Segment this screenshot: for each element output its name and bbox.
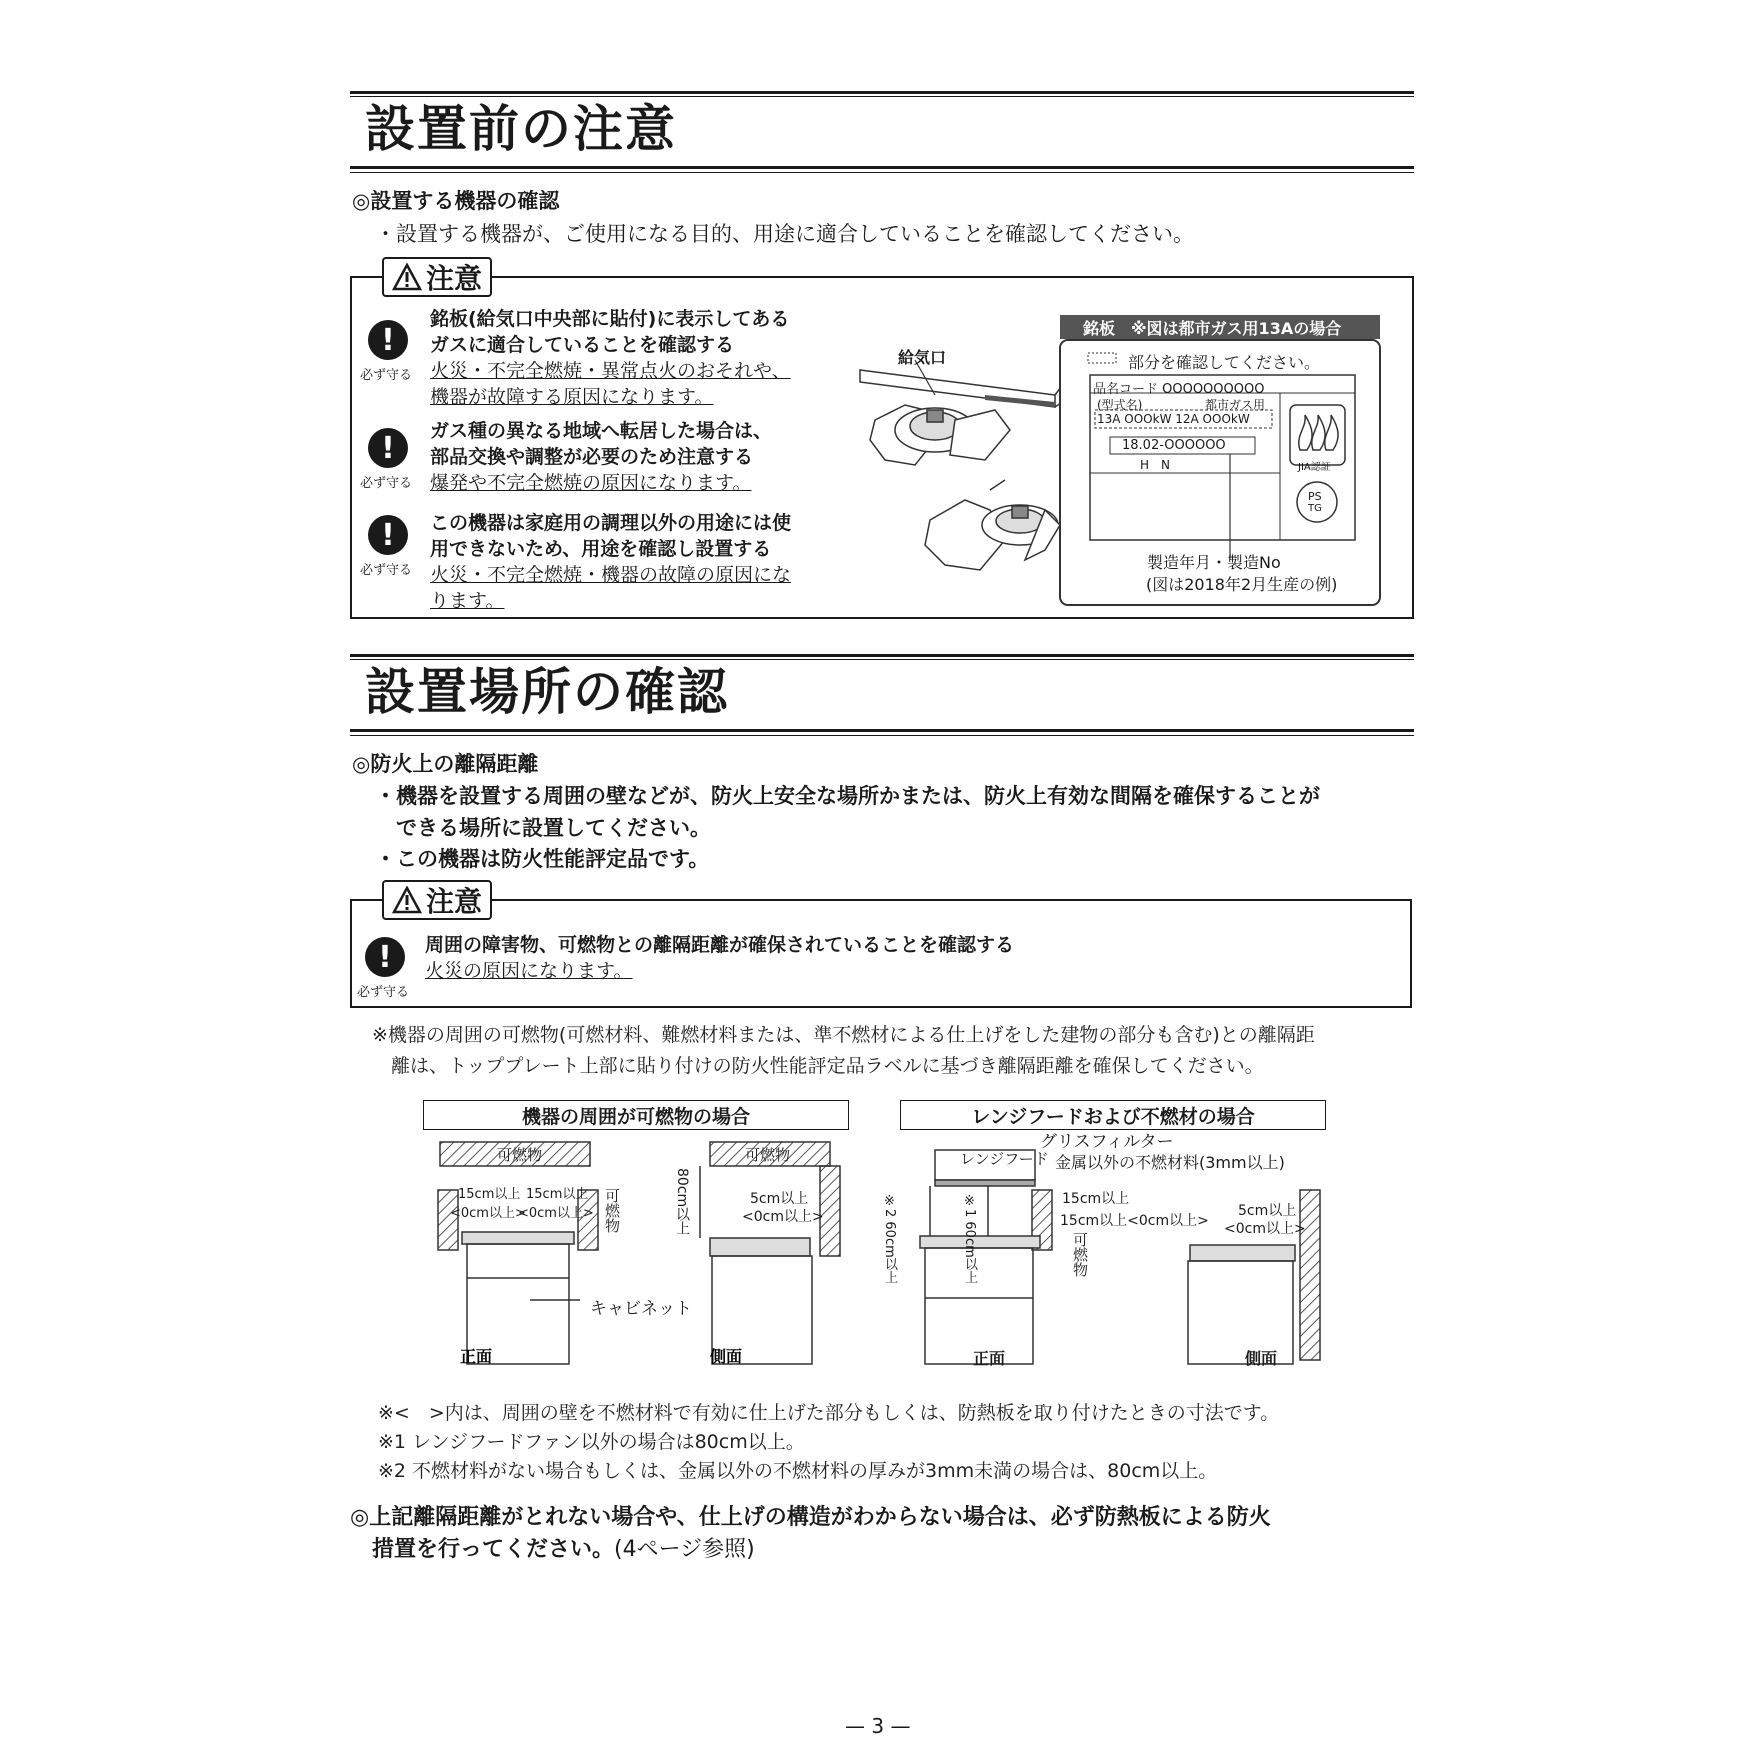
item1-underline-2: 機器が故障する原因になります。 [430,386,714,408]
plate-date-note: (図は2018年2月生産の例) [1146,575,1338,594]
diagram-left-front [438,1142,598,1364]
must-label-1: 必ず守る [360,368,413,383]
label-dim-15c: 15cm以上 [1062,1191,1130,1207]
label-grease-filter: グリスフィルター [1040,1132,1174,1152]
top-rule-thin [350,96,1414,97]
must-label-3: 必ず守る [360,563,413,578]
plate-check-note: 部分を確認してください。 [1128,353,1321,372]
plate-date-label: 製造年月・製造No [1147,553,1281,572]
page-number: — 3 — [845,1714,911,1738]
warning-triangle-icon [392,886,422,914]
caution-item-3 [430,510,791,614]
bullet-fire-2: できる場所に設置してください。 [375,816,711,840]
label-side-left: 側面 [710,1347,743,1366]
label-combustible-2: 可燃物 [745,1146,791,1164]
final-line2-bold: 措置を行ってください。 [372,1537,615,1562]
section2-title: 設置場所の確認 [365,663,729,721]
plate-rating: 13A OOOkW 12A OOOkW [1097,412,1250,426]
label-front-left: 正面 [460,1347,493,1366]
item3-bold-1: この機器は家庭用の調理以外の用途には使 [430,512,792,534]
caution-item-1 [430,306,791,410]
label-dim-15a: 15cm以上 [458,1187,521,1202]
must-label-4: 必ず守る [357,985,410,1000]
bullet-fire-3: ・この機器は防火性能評定品です。 [375,847,710,871]
top-rule [350,91,1414,94]
inlet-label: 給気口 [898,348,947,367]
burner-icon [925,480,1060,570]
subheading-device-check: ◎設置する機器の確認 [352,189,560,213]
caution-tag-1 [382,257,492,297]
diagram-right-title: レンジフードおよび不燃材の場合 [900,1100,1326,1130]
footnote-1: ※< >内は、周囲の壁を不燃材料で有効に仕上げた部分もしくは、防熱板を取り付けたときの寸法です。 [378,1402,1280,1424]
item1-bold-2: ガスに適合していることを確認する [430,334,735,356]
plate-model-label: (型式名) [1097,398,1143,412]
item3-bold-2: 用できないため、用途を確認し設置する [430,538,772,560]
exclamation-icon: ! [368,428,408,468]
ps-label: PS [1308,490,1322,503]
label-dim-60b: ※1 60cm以上 [962,1194,977,1284]
warning-triangle-icon [392,263,422,291]
burner-icon [870,405,1010,465]
diagram-left-side [700,1142,840,1364]
section2-top-rule-thin [350,659,1414,660]
plate-serial: 18.02-OOOOOO [1122,438,1226,453]
exclamation-icon: ! [368,515,408,555]
label-combustible-1: 可燃物 [497,1146,543,1164]
label-dim-0a: <0cm以上> [450,1206,526,1221]
must-icon-4 [357,937,410,1000]
plate-product-code: 品名コード OOOOOOOOOO [1093,382,1265,397]
exclamation-icon: ! [368,320,408,360]
label-dim-5b: 5cm以上 [1238,1203,1297,1219]
exclamation-icon: ! [365,937,405,977]
item3-underline-1: 火災・不完全燃焼・機器の故障の原因にな [430,564,792,586]
label-dim-0c: <0cm以上> [742,1209,824,1225]
must-icon-1 [360,320,413,383]
label-combustible-vertical: 可燃物 [603,1188,621,1233]
tg-label: TG [1308,503,1322,514]
plate-header: 銘板 ※図は都市ガス用13Aの場合 [1083,319,1342,338]
label-dim-0b: <0cm以上> [518,1206,594,1221]
section2-top-rule [350,654,1414,657]
must-icon-2 [360,428,413,491]
label-side-right: 側面 [1245,1349,1278,1368]
bullet-device-check: ・設置する機器が、ご使用になる目的、用途に適合していることを確認してください。 [375,222,1194,246]
title-underline [350,166,1414,169]
item4-bold: 周囲の障害物、可燃物との離隔距離が確保されていることを確認する [425,934,1015,956]
section2-title-underline-thin [350,735,1414,736]
label-hood: レンジフード [960,1150,1049,1168]
caution-label-1: 注意 [426,262,483,295]
caution-item-4 [425,932,1014,984]
bullet-fire-1: ・機器を設置する周囲の壁などが、防火上安全な場所かまたは、防火上有効な間隔を確保することが [375,784,1320,808]
page-title: 設置前の注意 [365,100,677,158]
subheading-fire-distance: ◎防火上の離隔距離 [352,752,539,776]
final-instruction: ◎上記離隔距離がとれない場合や、仕上げの構造がわからない場合は、必ず防熱板による防火 [350,1505,1271,1530]
label-dim-60a: ※2 60cm以上 [882,1194,897,1284]
diagram-left-title: 機器の周囲が可燃物の場合 [423,1100,849,1130]
note-line-2: 離は、トッププレート上部に貼り付けの防火性能評定品ラベルに基づき離隔距離を確保してください。 [372,1055,1264,1077]
item4-underline: 火災の原因になります。 [425,960,633,982]
item2-bold-2: 部品交換や調整が必要のため注意する [430,446,754,468]
caution-label-2: 注意 [426,885,483,918]
note-line-1: ※機器の周囲の可燃物(可燃材料、難燃材料または、準不燃材による仕上げをした建物の部分も含む)との離隔距 [372,1024,1315,1046]
footnote-2: ※1 レンジフードファン以外の場合は80cm以上。 [378,1431,805,1453]
final-line2-normal: (4ページ参照) [614,1537,755,1562]
label-dim-5: 5cm以上 [750,1191,809,1207]
label-dim-15d: 15cm以上<0cm以上> [1060,1213,1209,1229]
item1-underline-1: 火災・不完全燃焼・異常点火のおそれや、 [430,360,791,382]
item3-underline-2: ります。 [430,590,505,612]
item2-bold-1: ガス種の異なる地域へ転居した場合は、 [430,420,773,442]
label-nonflammable: 金属以外の不燃材料(3mm以上) [1055,1153,1285,1172]
title-underline-thin [350,172,1414,173]
label-dim-15b: 15cm以上 [526,1187,589,1202]
label-combustible-vertical-2: 可燃物 [1071,1232,1089,1277]
item1-bold-1: 銘板(給気口中央部に貼付)に表示してある [430,308,790,330]
footnote-3: ※2 不燃材料がない場合もしくは、金属以外の不燃材料の厚みが3mm未満の場合は、80cm以上。 [378,1460,1218,1482]
label-dim-0d: <0cm以上> [1224,1221,1306,1237]
must-icon-3 [360,515,413,578]
caution-tag-2 [382,880,492,920]
label-dim-80: 80cm以上 [674,1168,690,1236]
item2-underline-1: 爆発や不完全燃焼の原因になります。 [430,472,752,494]
caution-item-2 [430,418,772,496]
plate-gas-label: 都市ガス用 [1205,398,1266,412]
label-front-right: 正面 [973,1349,1006,1368]
label-cabinet: キャビネット [590,1299,692,1319]
must-label-2: 必ず守る [360,476,413,491]
final-instruction-line2 [372,1532,755,1563]
section2-title-underline [350,729,1414,732]
jia-label: JIA認証 [1298,462,1331,473]
plate-serial-sub: H N [1140,458,1171,472]
diagram-right-front [920,1150,1052,1364]
